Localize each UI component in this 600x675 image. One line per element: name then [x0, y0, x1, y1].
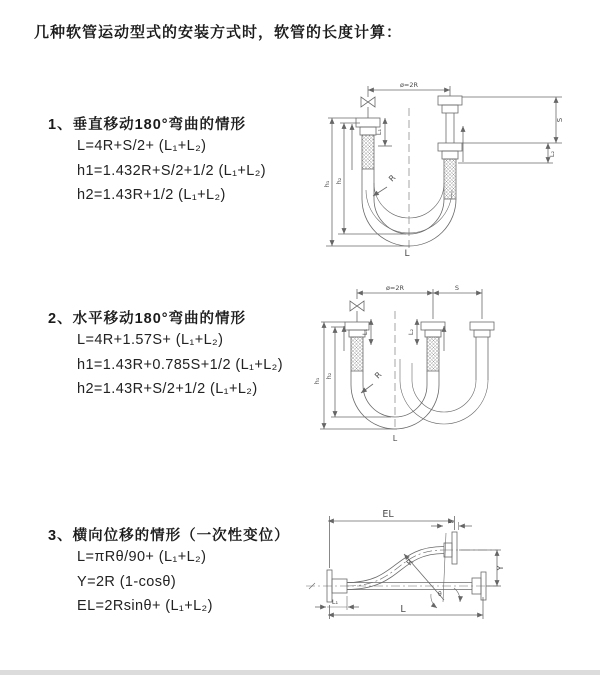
- scan-edge: [0, 670, 600, 675]
- page-title: 几种软管运动型式的安装方式时，软管的长度计算：: [34, 24, 403, 41]
- formula-el: EL=2Rsinθ+ (L₁+L₂): [77, 598, 213, 614]
- dim-label-l1: L₁: [361, 328, 369, 336]
- braided-hose-right: [444, 159, 456, 199]
- formula-length: L=πRθ/90+ (L₁+L₂): [77, 549, 207, 565]
- braided-hose-left: [362, 135, 374, 169]
- valve-icon: [350, 301, 364, 322]
- dim-label-l: L: [392, 434, 398, 443]
- centerline-curve: [347, 550, 444, 586]
- section-1-heading: 1、垂直移动180°弯曲的情形: [48, 117, 247, 133]
- formula-y: Y=2R (1-cosθ): [77, 573, 177, 590]
- right-flange-shifted: [470, 322, 494, 380]
- dim-label-h1: h₁: [313, 377, 321, 385]
- middle-flange: [421, 322, 445, 337]
- angle-arcs: [431, 588, 460, 608]
- braided-hose-left: [351, 337, 363, 371]
- dim-label-l: L: [404, 249, 410, 259]
- dim-label-r: R: [404, 557, 416, 568]
- dim-label-l2: L₂: [447, 517, 455, 525]
- dim-label-s: S: [556, 117, 564, 123]
- formula-h1: h1=1.43R+0.785S+1/2 (L₁+L₂): [77, 356, 283, 373]
- dim-label-r: R: [373, 370, 384, 381]
- dim-label-span: ø=2R: [385, 284, 405, 292]
- formula-length: L=4R+S/2+ (L₁+L₂): [77, 138, 207, 154]
- dim-label-l1: L₁: [375, 128, 383, 136]
- dim-label-theta: θ: [438, 591, 442, 598]
- dim-label-h1: h₁: [323, 180, 331, 188]
- section-3-heading: 3、横向位移的情形（一次性变位）: [48, 528, 290, 544]
- dim-label-s: S: [454, 284, 460, 292]
- section-2-heading: 2、水平移动180°弯曲的情形: [48, 311, 247, 327]
- braided-hose-middle: [427, 337, 439, 371]
- formula-h2: h2=1.43R+S/2+1/2 (L₁+L₂): [77, 381, 258, 397]
- dim-label-l2: L₂: [548, 150, 556, 158]
- dim-label-h2: h₂: [335, 177, 343, 185]
- diagram-horizontal-180-bend: [311, 281, 596, 453]
- hose-u-bend-position2: [400, 359, 488, 424]
- diagram-vertical-180-bend: [310, 66, 580, 264]
- dim-label-r: R: [387, 173, 398, 184]
- formula-h2: h2=1.43R+1/2 (L₁+L₂): [77, 187, 226, 203]
- formula-length: L=4R+1.57S+ (L₁+L₂): [77, 332, 224, 348]
- dim-label-h2: h₂: [325, 372, 333, 380]
- dim-label-l: L: [400, 604, 406, 615]
- dim-label-y: Y: [496, 565, 505, 571]
- dim-label-el: EL: [382, 509, 394, 520]
- dim-label-l1: L₁: [331, 598, 339, 606]
- dim-label-l2: L₂: [407, 328, 415, 336]
- right-flange-stack: [438, 96, 462, 159]
- diagram-lateral-displacement: [298, 496, 598, 664]
- formula-h1: h1=1.432R+S/2+1/2 (L₁+L₂): [77, 162, 267, 179]
- valve-icon: [361, 97, 375, 118]
- dim-label-span: ø=2R: [399, 81, 419, 89]
